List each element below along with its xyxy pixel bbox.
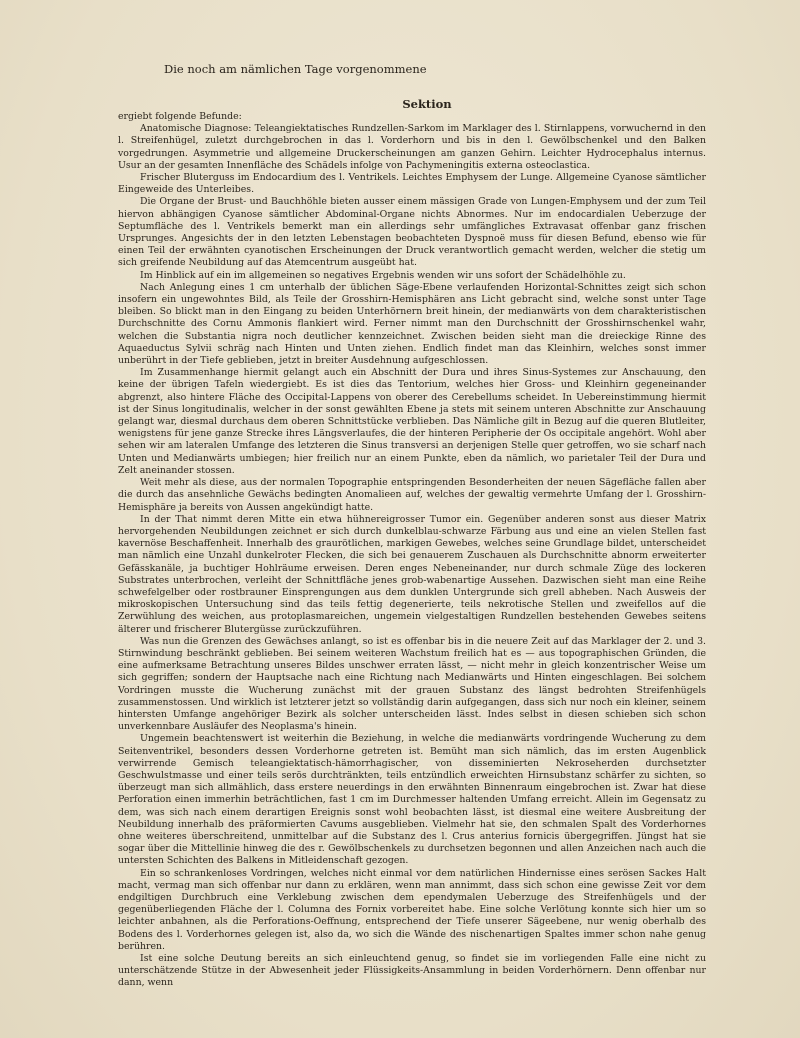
paragraph-5: Nach Anlegung eines 1 cm unterhalb der üblichen Säge-Ebene verlaufenden Horizontal-Schnittes zeigt sich schon insofern ein ungewohntes Bild, als Teile der Grosshirn-Hemisphären ans Licht gebracht sind, welche sonst unter Tage bleiben. So blickt man in den Eingang zu beiden Unterhörnern breit hinein, der medianwärts von dem charakteristischen Durchschnitte des Cornu Ammonis flankiert wird. Ferner nimmt man den Durchschnitt der Grosshirnschenkel wahr, welchen die Substantia nigra noch deutlicher kennzeichnet. Zwischen beiden sieht man die dreieckige Rinne des Aquaeductus Sylvii schräg nach Hinten und Unten ziehen. Endlich findet man das Kleinhirn, welches sonst immer unberührt in der Tiefe geblieben, jetzt in breiter Ausdehnung aufgeschlossen. [118, 281, 706, 367]
paragraph-9: Was nun die Grenzen des Gewächses anlangt, so ist es offenbar bis in die neuere Zeit auf das Marklager der 2. und 3. Stirnwindung beschränkt geblieben. Bei seinem weiteren Wachstum freilich hat es — aus topographischen Gründen, die eine aufmerksame Betrachtung unseres Bildes unschwer erraten lässt, — nicht mehr in gleich konzentrischer Weise um sich gegriffen; sondern der Hauptsache nach eine Richtung nach Medianwärts und Hinten eingeschlagen. Bei solchem Vordringen musste die Wucherung zunächst mit der grauen Substanz des längst bedrohten Streifenhügels zusammenstossen. Und wirklich ist letzterer jetzt so vollständig darin aufgegangen, dass sich nur noch ein kleiner, seinem hintersten Umfange angehöriger Bezirk als solcher unterscheiden lässt. Indes selbst in diesen schieben sich schon unverkennbare Ausläufer des Neoplasma's hinein. [118, 635, 706, 733]
paragraph-8: In der That nimmt deren Mitte ein etwa hühnereigrosser Tumor ein. Gegenüber anderen sonst aus dieser Matrix hervorgehenden Neubildungen zeichnet er sich durch dunkelblau-schwarze Färbung aus und eine an vielen Stellen fast kavernöse Beschaffenheit. Innerhalb des graurötlichen, markigen Gewebes, welches seine Grundlage bildet, unterscheidet man nämlich eine Unzahl dunkelroter Flecken, die sich bei genauerem Zuschauen als Durchschnitte abnorm erweiterter Gefässkanäle, ja buchtiger Hohlräume erweisen. Deren enges Nebeneinander, nur durch schmale Züge des lockeren Substrates unterbrochen, verleiht der Schnittfläche jenes grob-wabenartige Aussehen. Dazwischen sieht man eine Reihe schwefelgelber oder rostbrauner Einsprengungen aus dem dunklen Untergrunde sich grell abheben. Nach Ausweis der mikroskopischen Untersuchung sind das teils fettig degenerierte, teils nekrotische Stellen und zweifellos auf die Zerwühlung des weichen, aus protoplasmareichen, ungemein vielgestaltigen Rundzellen bestehenden Gewebes seitens älterer und frischerer Blutergüsse zurückzuführen. [118, 513, 706, 635]
section-heading: Sektion [402, 97, 452, 111]
paragraph-1: Anatomische Diagnose: Teleangiektatisches Rundzellen-Sarkom im Marklager des l. Stirnlappens, vorwuchernd in den l. Streifenhügel, zuletzt durchgebrochen in das l. Vorderhorn und bis in den l. Gewölbschenkel und den Balken vorgedrungen. Asymmetrie und allgemeine Druckerscheinungen am ganzen Gehirn. Leichter Hydrocephalus internus. Usur an der gesamten Innenfläche des Schädels infolge von Pachymeningitis externa osteoclastica. [118, 123, 706, 171]
paragraph-3: Die Organe der Brust- und Bauchhöhle bieten ausser einem mässigen Grade von Lungen-Emphysem und der zum Teil hiervon abhängigen Cyanose sämtlicher Abdominal-Organe nichts Abnormes. Nur im endocardialen Ueberzuge der Septumfläche des l. Ventrikels bemerkt man ein allerdings sehr umfängliches Extravasat offenbar ganz frischen Ursprunges. Angesichts der in den letzten Lebenstagen beobachteten Dyspnoë muss für diesen Befund, ebenso wie für einen Teil der erwähnten cyanotischen Erscheinungen der Druck verantwortlich gemacht werden, welcher die stetig um sich greifende Neubildung auf das Atemcentrum ausgeübt hat. [118, 196, 706, 269]
intro-line: Die noch am nämlichen Tage vorgenommene [164, 62, 427, 76]
paragraph-6: Im Zusammenhange hiermit gelangt auch ein Abschnitt der Dura und ihres Sinus-Systemes zur Anschauung, den keine der übrigen Tafeln wiedergiebt. Es ist dies das Tentorium, welches hier Gross- und Kleinhirn gegeneinander abgrenzt, also hintere Fläche des Occipital-Lappens von oberer des Cerebellums scheidet. In Uebereinstimmung hiermit ist der Sinus longitudinalis, welcher in der sonst gewählten Ebene ja stets mit seinem unteren Abschnitte zur Anschauung gelangt war, diesmal durchaus dem oberen Schnittstücke verblieben. Das Nämliche gilt in Bezug auf die queren Blutleiter, wenigstens für jene ganze Strecke ihres Längsverlaufes, die der hinteren Peripherie der Os occipitale angehört. Wohl aber sehen wir am lateralen Umfange des letzteren die Sinus transversi an derjenigen Stelle quer getroffen, wo sie scharf nach Unten und Medianwärts umbiegen; hier freilich nur an einem Punkte, eben da nämlich, wo parietaler Teil der Dura und Zelt aneinander stossen. [118, 367, 706, 476]
paragraph-10: Ungemein beachtenswert ist weiterhin die Beziehung, in welche die medianwärts vordringende Wucherung zu dem Seitenventrikel, besonders dessen Vorderhorne getreten ist. Bemüht man sich nämlich, das im ersten Augenblick verwirrende Gemisch teleangiektatisch-hämorrhagischer, von disseminierten Nekroseherden durchsetzter Geschwulstmasse und einer teils serös durchtränkten, teils entzündlich erweichten Hirnsubstanz schärfer zu sichten, so überzeugt man sich allmählich, dass erstere neuerdings in den erwähnten Binnenraum eingebrochen ist. Zwar hat diese Perforation einen immerhin beträchtlichen, fast 1 cm im Durchmesser haltenden Umfang erreicht. Allein im Gegensatz zu dem, was sich nach einem derartigen Ereignis sonst wohl beobachten lässt, ist diesmal eine weitere Ausbreitung der Neubildung innerhalb des präformierten Cavums ausgeblieben. Vielmehr hat sie, den schmalen Spalt des Vorderhornes ohne weiteres überschreitend, unmittelbar auf die Substanz des l. Crus anterius fornicis übergegriffen. Jüngst hat sie sogar über die Mittellinie hinweg die des r. Gewölbschenkels zu durchsetzen begonnen und allen Anzeichen nach auch die untersten Schichten des Balkens in Mitleidenschaft gezogen. [118, 733, 706, 867]
text-block [118, 62, 706, 990]
paragraph-0: ergiebt folgende Befunde: [118, 111, 242, 122]
paragraph-7: Weit mehr als diese, aus der normalen Topographie entspringenden Besonderheiten der neuen Sägefläche fallen aber die durch das ansehnliche Gewächs bedingten Anomalieen auf, welches der gewaltig vermehrte Umfang der l. Grosshirn-Hemisphäre ja bereits von Aussen angekündigt hatte. [118, 477, 706, 513]
paragraph-11: Ein so schrankenloses Vordringen, welches nicht einmal vor dem natürlichen Hindernisse eines serösen Sackes Halt macht, vermag man sich offenbar nur dann zu erklären, wenn man annimmt, dass sich schon eine gewisse Zeit vor dem endgiltigen Durchbruch eine Verklebung zwischen dem ependymalen Ueberzuge des Streifenhügels und der gegenüberliegenden Fläche der l. Columna des Fornix vorbereitet habe. Eine solche Verlötung konnte sich hier um so leichter anbahnen, als die Perforations-Oeffnung, entsprechend der Tiefe unserer Sägeebene, nur wenig oberhalb des Bodens des l. Vorderhornes gelegen ist, also da, wo sich die Wände des nischenartigen Spaltes immer schon nahe genug berühren. [118, 867, 706, 952]
paragraph-4: Im Hinblick auf ein im allgemeinen so negatives Ergebnis wenden wir uns sofort der Schädelhöhle zu. [140, 269, 626, 281]
paragraph-2: Frischer Bluterguss im Endocardium des l. Ventrikels. Leichtes Emphysem der Lunge. Allgemeine Cyanose sämtlicher Eingeweide des Unterleibes. [118, 172, 706, 196]
paragraph-12: Ist eine solche Deutung bereits an sich einleuchtend genug, so findet sie im vorliegenden Falle eine nicht zu unterschätzende Stütze in der Abwesenheit jeder Flüssigkeits-Ansammlung in beiden Vorderhörnern. Denn offenbar nur dann, wenn [118, 953, 706, 989]
